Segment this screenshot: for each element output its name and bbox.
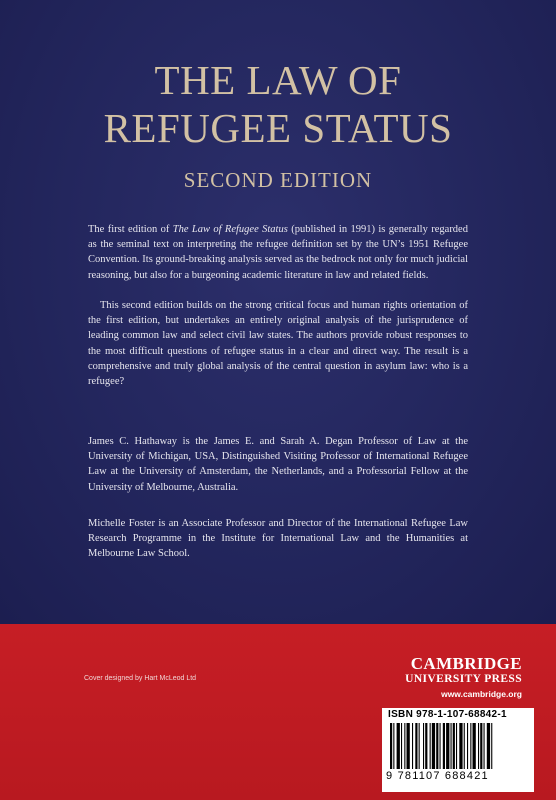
publisher-url: www.cambridge.org: [441, 689, 522, 699]
barcode-panel: [382, 708, 534, 792]
isbn-label: ISBN 978-1-107-68842-1: [388, 709, 507, 720]
author-bio-foster: Michelle Foster is an Associate Professor and Director of the International Refugee Law Research Programme in the Institute for International Law and the Humanities at Melbourne Law School.: [88, 518, 468, 560]
author-bio-hathaway: James C. Hathaway is the James E. and Sarah A. Degan Professor of Law at the University of Michigan, USA, Distinguished Visiting Professor of International Refugee Law at the University of Amsterdam, the Netherlands, and a Professorial Fellow at the University of Melbourne, Australia.: [88, 436, 468, 493]
barcode-icon: [390, 723, 526, 769]
cover-design-credit: Cover designed by Hart McLeod Ltd: [84, 675, 197, 682]
publisher-logo-name: CAMBRIDGE: [410, 654, 522, 673]
book-title-line2: REFUGEE STATUS: [103, 105, 453, 151]
blurb-p1-book-title: The Law of Refugee Status: [172, 224, 288, 235]
blurb-paragraph-2: This second edition builds on the strong critical focus and human rights orientation of the first edition, but undertakes an entirely original analysis of the jurisprudence of leading common law and select civil law states. The authors provide robust responses to the most difficult questions of refugee status in a clear and direct way. The result is a comprehensive and truly global analysis of the central question in asylum law: who is a refugee?: [88, 300, 468, 388]
blurb-p1-rest: (published in 1991) is generally regarded as the seminal text on interpreting the refugee definition set by the UN’s 1951 Refugee Convention. Its ground-breaking analysis served as the bedrock not only for much judicial reasoning, but also for a burgeoning academic literature in law and related fields.: [88, 224, 468, 281]
blurb-paragraph-1: [88, 222, 468, 283]
book-title-line1: THE LAW OF: [154, 57, 402, 103]
edition-label: SECOND EDITION: [183, 168, 373, 192]
blurb-p1-intro: The first edition of: [88, 224, 173, 235]
barcode-digits: 9 781107 688421: [386, 770, 489, 782]
publisher-logo-press: UNIVERSITY PRESS: [405, 673, 522, 685]
